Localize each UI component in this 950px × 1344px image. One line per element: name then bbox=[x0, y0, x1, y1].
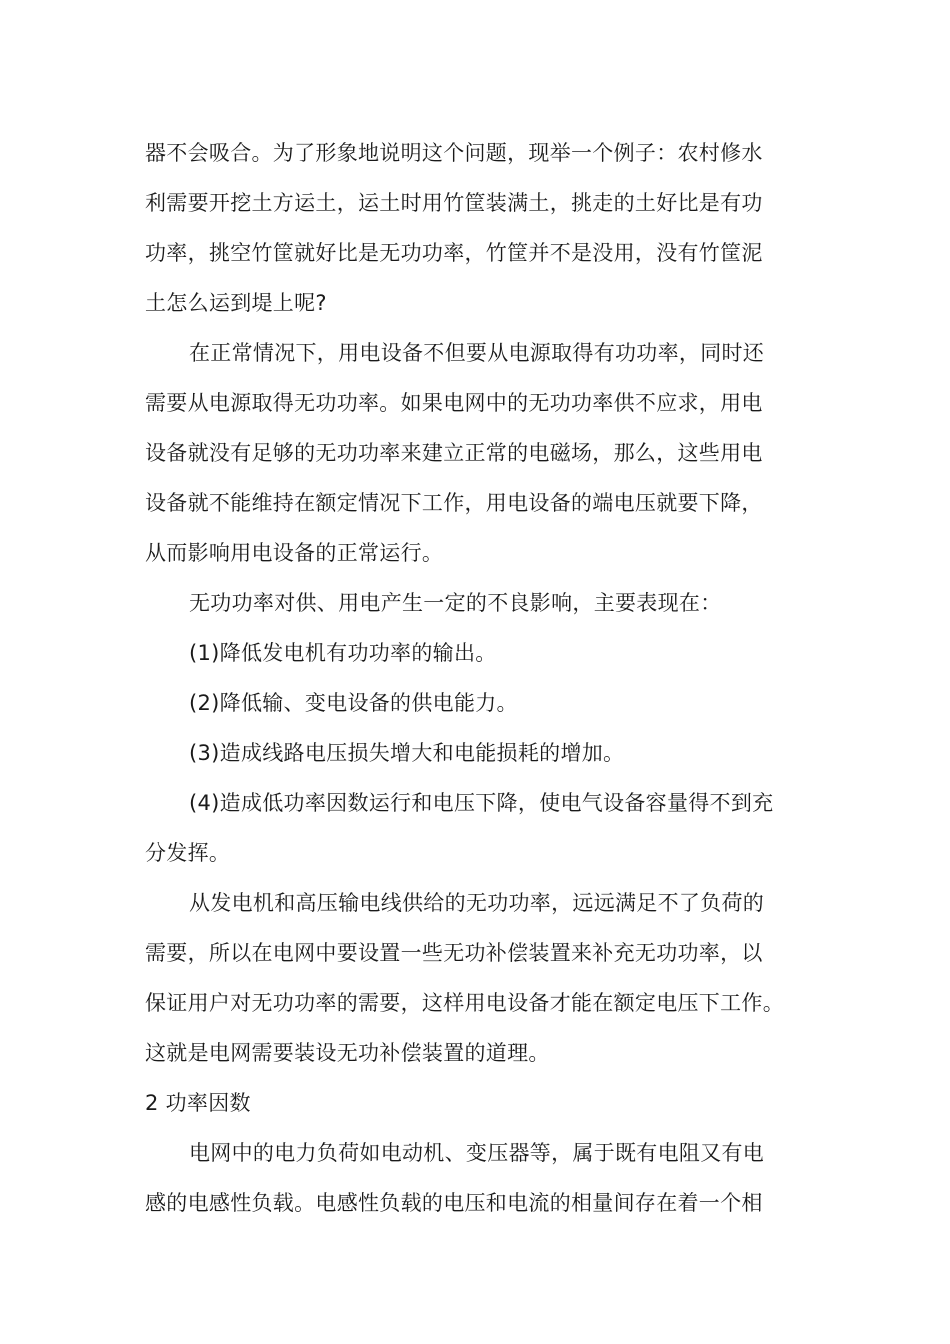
text-line: 感的电感性负载。电感性负载的电压和电流的相量间存在着一个相 bbox=[145, 1191, 763, 1215]
text-line: 土怎么运到堤上呢? bbox=[145, 291, 327, 315]
text-line: 器不会吸合。为了形象地说明这个问题，现举一个例子：农村修水 bbox=[145, 141, 763, 165]
paragraph-start-line: 电网中的电力负荷如电动机、变压器等，属于既有电阻又有电 bbox=[189, 1141, 765, 1165]
text-line: 设备就不能维持在额定情况下工作，用电设备的端电压就要下降， bbox=[145, 491, 763, 515]
text-line: 需要从电源取得无功功率。如果电网中的无功功率供不应求，用电 bbox=[145, 391, 763, 415]
list-item-4: (4)造成低功率因数运行和电压下降，使电气设备容量得不到充 bbox=[189, 791, 774, 815]
text-line: 从而影响用电设备的正常运行。 bbox=[145, 541, 444, 565]
text-line: 功率，挑空竹筐就好比是无功功率，竹筐并不是没用，没有竹筐泥 bbox=[145, 241, 763, 265]
paragraph-start-line: 无功功率对供、用电产生一定的不良影响，主要表现在： bbox=[189, 591, 722, 615]
paragraph-start-line: 从发电机和高压输电线供给的无功功率，远远满足不了负荷的 bbox=[189, 891, 765, 915]
section-heading: 2 功率因数 bbox=[145, 1091, 251, 1115]
list-item-1: (1)降低发电机有功功率的输出。 bbox=[189, 641, 497, 665]
body-text bbox=[145, 128, 810, 1228]
text-line: 这就是电网需要装设无功补偿装置的道理。 bbox=[145, 1041, 550, 1065]
list-item-3: (3)造成线路电压损失增大和电能损耗的增加。 bbox=[189, 741, 625, 765]
list-item-2: (2)降低输、变电设备的供电能力。 bbox=[189, 691, 518, 715]
text-line: 设备就没有足够的无功功率来建立正常的电磁场，那么，这些用电 bbox=[145, 441, 763, 465]
text-line: 保证用户对无功功率的需要，这样用电设备才能在额定电压下工作。 bbox=[145, 991, 784, 1015]
text-line: 利需要开挖土方运土，运土时用竹筐装满土，挑走的土好比是有功 bbox=[145, 191, 763, 215]
paragraph-start-line: 在正常情况下，用电设备不但要从电源取得有功功率，同时还 bbox=[189, 341, 765, 365]
text-line: 分发挥。 bbox=[145, 841, 231, 865]
text-line: 需要，所以在电网中要设置一些无功补偿装置来补充无功功率，以 bbox=[145, 941, 763, 965]
